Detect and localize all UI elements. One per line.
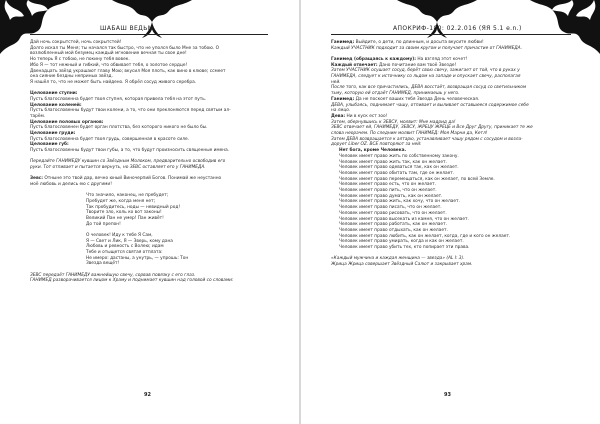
liber-oz-line: Человек имеет право жить так, как он желает. bbox=[339, 159, 447, 165]
left-poem-line: О человек! Иду к тебе Я Сам, bbox=[86, 232, 153, 238]
left-poem-line: Великий Пан не умер! Пан живёт! bbox=[86, 215, 164, 221]
left-paragraph-line: Пусть благословенны будут твои губы, а то, что будут произносить священные имена. bbox=[30, 148, 230, 154]
right-text-column bbox=[331, 40, 573, 268]
right-header-rule bbox=[331, 34, 571, 35]
liber-oz-line: Человек имеет право умирать, когда и как он желает. bbox=[339, 239, 464, 245]
liber-oz-line: Человек имеет право убить тех, кто попирает эти права. bbox=[339, 245, 470, 251]
liber-oz-line: Человек имеет право высекать из камня, что он желает. bbox=[339, 216, 469, 222]
left-paragraph-line: Пусть благословенна будет твоя ступня, которая привела тебя на этот путь. bbox=[30, 96, 207, 102]
liber-oz-line: Человек имеет право одеваться так, как он желает. bbox=[339, 165, 459, 171]
left-paragraph-line: руки. Тот отпивает и пытается вернуть, но ЗЕВС оставляет его у ГАНИМЕДА. bbox=[30, 165, 206, 171]
right-paragraph-line: ЗЕВС отвечает ей, ГАНИМЕДУ, ЗЕВСУ, ЖРЕЦУ ЖРЕЦЕ и Все Друг Другу, приникает те же bbox=[331, 125, 533, 131]
liber-oz-line: Человек имеет право любить, как он желает, когда, где и кого он желает. bbox=[339, 233, 511, 239]
left-poem-line: До той препон! bbox=[86, 221, 121, 227]
liber-oz-line: Человек имеет право рисовать, что он желает. bbox=[339, 210, 447, 216]
left-paragraph-line: она сияние бездны неприных звёзд. bbox=[30, 74, 113, 80]
left-poem-line: Звезда вещёт! bbox=[86, 261, 120, 267]
left-paragraph-line: Дай ночь сокрытстей, ночь сокрытстей! bbox=[30, 40, 122, 45]
left-tail-line: ЗЕВС передаёт ГАНИМЕДУ важнейшую свечу, сорвав повязку с его глаз. bbox=[30, 272, 196, 278]
right-paragraph-line: Ганимед: Выйдите, о дети, по длинным, и досыта вкусите любви! bbox=[331, 40, 484, 45]
right-page bbox=[301, 0, 600, 424]
liber-oz-line: Человек имеет право перемещаться, как он желает, по всей Земле. bbox=[339, 176, 495, 182]
liber-oz-line: Человек имеет право писать, что он желает. bbox=[339, 205, 442, 211]
right-paragraph-line: Затем, обернувшись к ЗЕВСУ, молвит: Мне мадрид да! bbox=[331, 119, 456, 125]
right-paragraph-line: ГАНИМЕДА, следует к источнику со льдом на западе и опускает свечу, располагая bbox=[331, 74, 521, 80]
left-poem-line: Пребудет же, когда меня нет; bbox=[86, 198, 156, 204]
left-paragraph-block bbox=[30, 40, 270, 188]
right-paragraph-line: Дева: Ни в куск ест зоо! bbox=[331, 113, 388, 119]
right-tail-line: «Каждый мужчина и каждая женщина — звезда» (AL I: 3). bbox=[331, 256, 465, 262]
left-paragraph-line: Двенадцать звёзд украшают главу Мою; вкусил Моя плоть, как вино в клюве; ссмеет bbox=[30, 68, 226, 74]
left-poem-block bbox=[30, 193, 270, 267]
liber-oz-line: Человек имеет право работать, как он желает. bbox=[339, 222, 447, 228]
liber-oz-line: Человек имеет право жить по собственному закону. bbox=[339, 153, 459, 159]
left-paragraph-line: Я нашёл то, что не может быть найдено. Я обрёл сосуд живого серебра. bbox=[30, 79, 197, 85]
liber-oz-line: Человек имеет право есть, что он желает. bbox=[339, 182, 437, 188]
right-tail-line: Жрица Жрица совершает Звёздный Салют и закрывает храм. bbox=[331, 262, 473, 268]
left-paragraph-line: Целование половых органов: bbox=[30, 119, 104, 125]
left-header-rule bbox=[30, 34, 268, 35]
left-page bbox=[0, 0, 299, 424]
left-paragraph-line: возлюбленный мой безумец каждый мгновение вечная ты свое дне! bbox=[30, 51, 187, 57]
liber-oz-block bbox=[331, 148, 573, 251]
liber-oz-line: Человек имеет право жить, как хочу, что он желает. bbox=[339, 199, 460, 205]
left-paragraph-line: Целование губ: bbox=[30, 142, 69, 148]
right-paragraph-line: ДЕВА, улыбаясь, поднимает чашу, отпивает и выливает оставшееся содержимое себе bbox=[331, 102, 529, 108]
left-tail-line: ГАНИМЕД разворачивается лицом к Храму и поднимает кувшин над головой со словами: bbox=[30, 278, 234, 284]
left-paragraph-line: Пусть благословенна будет твоя грудь, совершенная в красоте силе. bbox=[30, 136, 189, 142]
right-paragraph-line: Затем УЧАСТНИК осушает сосуд, берёт свою свечу, зажигает от той, что в руках у bbox=[331, 68, 520, 74]
liber-oz-line: Человек имеет право пить, что он желает. bbox=[339, 188, 437, 194]
right-paragraph-block bbox=[331, 40, 573, 148]
left-tail-block bbox=[30, 273, 270, 284]
left-paragraph-line: Долго искал ты Меня; ты начался так быстро, что не уполся было Мне за тобою. О bbox=[30, 45, 219, 51]
right-paragraph-line: После того, как все причастились, ДЕВА восстаёт, возвращая сосуд со светильником bbox=[331, 85, 527, 91]
liber-oz-line: Человек имеет право отдыхать, как он желает. bbox=[339, 228, 448, 233]
right-paragraph-line: Ганимед (обращаясь к каждому): На взгляд этот кочет! bbox=[331, 56, 468, 62]
left-paragraph-line: Целование груди: bbox=[30, 131, 76, 137]
liber-oz-line: Нет бога, кроме Человека. bbox=[339, 148, 407, 154]
left-poem-line: Творите зло, коль ко вот законы! bbox=[86, 210, 162, 216]
left-poem-line: Я — Свет и Лик, Я — Зверь, кому дана bbox=[86, 238, 173, 244]
right-tail-block bbox=[331, 256, 573, 267]
left-paragraph-line: моё любовь и делись ею с другими! bbox=[30, 181, 112, 187]
left-paragraph-line: Ибо Я — тот нежный и гибкий, что обвивает тебя, о золотое сердце! bbox=[30, 62, 188, 68]
left-running-header: ШАБАШ ВЕДЬМ bbox=[100, 25, 154, 32]
left-poem-line: Любовь и ревность с Волею; идам bbox=[86, 244, 164, 250]
right-paragraph-line: на лицо. bbox=[331, 108, 351, 114]
left-paragraph-line: Пусть благословенен будет орган плотства, без которого никого не было бы. bbox=[30, 125, 208, 131]
right-paragraph-line: ней. bbox=[331, 79, 341, 85]
left-poem-line: Так пробудитесь, ноды — невидный род! bbox=[86, 204, 181, 210]
liber-oz-line: Человек имеет право думать, как он желает. bbox=[339, 193, 443, 199]
right-paragraph-line: Затем ДЕВА возвращается к алтарю, устанавливает чашу рядом с сосудом и возла- bbox=[331, 136, 523, 142]
left-paragraph-line: Но теперь Я с тобою, не покину тебя вовек. bbox=[30, 57, 130, 63]
left-paragraph-line: Зевс: Отныне это твой дар, вечно юный Виночерпий Богов. Понимай же неустанно bbox=[30, 176, 222, 182]
left-paragraph-line: Целование ступни: bbox=[30, 91, 78, 97]
left-paragraph-line: Передайте ГАНИМЕДУ кувшин со Звёздным Молоком, предварительно освободив его bbox=[30, 159, 226, 165]
left-text-column bbox=[30, 40, 270, 284]
right-paragraph-line: Ганимед: Да не поскоет ваших тебя Звезда День человеческая. bbox=[331, 96, 480, 102]
right-paragraph-line: Каждый УЧАСТНИК подходит за своим кругом и получает причастие от ГАНИМЕДА. bbox=[331, 45, 522, 51]
left-paragraph-line: Целование коленей: bbox=[30, 102, 82, 108]
liber-oz-line: Человек имеет право обитать там, где он желает. bbox=[339, 170, 455, 176]
right-paragraph-line: тьму, которую ей отдаёт ГАНИМЕД, принимаешь у него. bbox=[331, 91, 460, 97]
right-page-number: 93 bbox=[444, 392, 451, 398]
left-poem-line: Что значило, наконец, не пребудет; bbox=[86, 193, 169, 199]
left-page-number: 92 bbox=[144, 392, 151, 398]
left-paragraph-line: Пусть благословенны будут твои колени, а то, что они преклоняются перед святым ал- bbox=[30, 108, 231, 114]
right-running-header: АПОКРИФ-100: 02.2.016 (ЯЯ 5.1 e.n.) bbox=[393, 25, 522, 32]
left-paragraph-line: тарём. bbox=[30, 113, 46, 119]
left-poem-line: Не имеро: дастаны, а унутрь, — упрошь: Тон bbox=[86, 255, 189, 261]
left-poem-line: Тебе и отыщется святая отплата: bbox=[86, 250, 163, 255]
right-paragraph-line: дорует Liber OZ. ВСЕ повторяют за ней: bbox=[331, 142, 422, 148]
right-paragraph-line: слова неорачем. По следним молвит ГАНИМЕД: Моя Марни да, Кетл! bbox=[331, 131, 488, 137]
right-paragraph-line: Каждый отвечает: Дано почитание вам твоё Звезде! bbox=[331, 62, 457, 68]
